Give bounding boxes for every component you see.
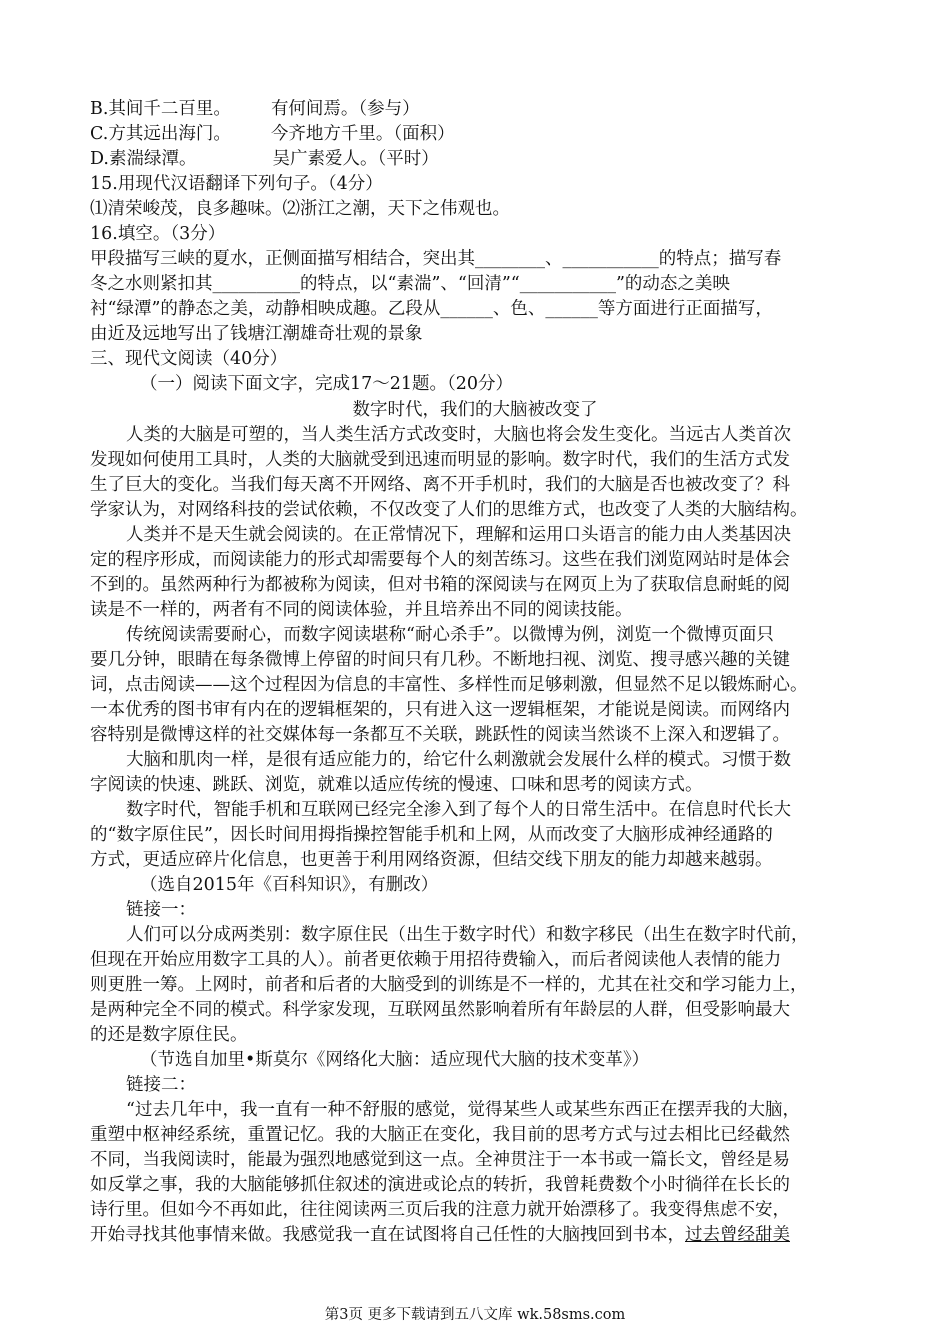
option-c-right: 今齐地方千里。（面积） xyxy=(270,124,455,144)
option-d xyxy=(90,146,870,172)
link1-line: 人们可以分成两类别：数字原住民（出生于数字时代）和数字移民（出生在数字时代前， xyxy=(126,925,809,945)
article-line: 生了巨大的变化。当我们每天离不开网络、离不开手机时，我们的大脑是否也被改变了？科 xyxy=(90,475,790,495)
option-b-right: 有何间焉。（参与） xyxy=(270,99,420,119)
article-source: （选自2015年《百科知识》，有删改） xyxy=(140,875,439,895)
link2-line: 如反掌之事，我的大脑能够抓住叙述的演进或论点的转折，我曾耗费数个小时徜徉在长长的 xyxy=(90,1175,790,1195)
section-title: 三、现代文阅读（40分） xyxy=(90,349,288,369)
q16-line: 甲段描写三峡的夏水，正侧面描写相结合，突出其________、___________的特点；描写春 xyxy=(90,249,782,269)
link1-line: 但现在开始应用数字工具的人）。前者更依赖于用招待费输入，而后者阅读他人表情的能力 xyxy=(90,950,782,970)
article-line: 定的程序形成，而阅读能力的形式却需要每个人的刻苦练习。这些在我们浏览网站时是体会 xyxy=(90,550,790,570)
link2-line: 不同，当我阅读时，能最为强烈地感觉到这一点。全神贯注于一本书或一篇长文，曾经是易 xyxy=(90,1150,790,1170)
article-line: 发现如何使用工具时，人类的大脑就受到迅速而明显的影响。数字时代，我们的生活方式发 xyxy=(90,450,790,470)
article-line: 传统阅读需要耐心，而数字阅读堪称“耐心杀手”。以微博为例，浏览一个微博页面只 xyxy=(126,625,774,645)
article-line: 人类的大脑是可塑的，当人类生活方式改变时，大脑也将会发生变化。当远古人类首次 xyxy=(126,425,791,445)
article-line: 词，点击阅读——这个过程因为信息的丰富性、多样性而足够刺激，但显然不足以锻炼耐心。 xyxy=(90,675,808,695)
option-c-left: C.方其远出海门。 xyxy=(90,124,231,144)
link1-label: 链接一： xyxy=(126,900,196,920)
link1-line: 是两种完全不同的模式。科学家发现，互联网虽然影响着所有年龄层的人群，但受影响最大 xyxy=(90,1000,790,1020)
article-line: 学家认为，对网络科技的尝试依赖，不仅改变了人们的思维方式，也改变了人类的大脑结构。 xyxy=(90,500,808,520)
section-instruction: （一）阅读下面文字，完成17～21题。（20分） xyxy=(140,374,514,394)
option-b xyxy=(90,96,870,122)
page-footer: 第3页 更多下载请到五八文库 wk.58sms.com xyxy=(324,1307,626,1323)
link2-label: 链接二： xyxy=(126,1075,196,1095)
option-b-left: B.其间千二百里。 xyxy=(90,99,231,119)
q16-line: 由近及远地写出了钱塘江潮雄奇壮观的景象 xyxy=(90,324,423,344)
option-c xyxy=(90,121,870,147)
article-line: 人类并不是天生就会阅读的。在正常情况下，理解和运用口头语言的能力由人类基因决 xyxy=(126,525,791,545)
article-line: 的“数字原住民”，因长时间用拇指操控智能手机和上网，从而改变了大脑形成神经通路的 xyxy=(90,825,773,845)
article-line: 大脑和肌肉一样，是很有适应能力的，给它什么刺激就会发展什么样的模式。习惯于数 xyxy=(126,750,791,770)
article-line: 容特别是微博这样的社交媒体每一条都互不关联，跳跃性的阅读当然谈不上深入和逻辑了。 xyxy=(90,725,790,745)
q16-line: 冬之水则紧扣其__________的特点，以“素湍”、“回清”“___________”的动态之美映 xyxy=(90,274,730,294)
article-line: 不到的。虽然两种行为都被称为阅读，但对书箱的深阅读与在网页上为了获取信息耐蚝的阅 xyxy=(90,575,790,595)
article-line: 数字时代，智能手机和互联网已经完全渗入到了每个人的日常生活中。在信息时代长大 xyxy=(126,800,791,820)
link1-line: 的还是数字原住民。 xyxy=(90,1025,248,1045)
link1-source: （节选自加里•斯莫尔《网络化大脑：适应现代大脑的技术变革》） xyxy=(140,1050,650,1070)
option-d-right: 吴广素爱人。（平时） xyxy=(272,149,439,169)
link2-underlined-text: 过去曾经甜美 xyxy=(685,1225,790,1245)
option-d-left: D.素湍绿潭。 xyxy=(90,149,197,169)
q16-line: 衬“绿潭”的静态之美，动静相映成趣。乙段从______、色、______等方面进行正面描写， xyxy=(90,299,773,319)
article-line: 一本优秀的图书审有内在的逻辑框架的，只有进入这一逻辑框架，才能说是阅读。而网络内 xyxy=(90,700,790,720)
article-line: 方式，更适应碎片化信息，也更善于利用网络资源，但结交线下朋友的能力却越来越弱。 xyxy=(90,850,773,870)
link2-line: 重塑中枢神经系统，重置记忆。我的大脑正在变化，我目前的思考方式与过去相比已经截然 xyxy=(90,1125,790,1145)
article-line: 字阅读的快速、跳跃、浏览，就难以适应传统的慢速、口味和思考的阅读方式。 xyxy=(90,775,703,795)
q15-title: 15.用现代汉语翻译下列句子。（4分） xyxy=(90,174,383,194)
link1-line: 则更胜一筹。上网时，前者和后者的大脑受到的训练是不一样的，尤其在社交和学习能力上， xyxy=(90,975,808,995)
link2-line: “过去几年中，我一直有一种不舒服的感觉，觉得某些人或某些东西正在摆弄我的大脑， xyxy=(126,1100,800,1120)
link2-line: 诗行里。但如今不再如此，往往阅读两三页后我的注意力就开始漂移了。我变得焦虑不安， xyxy=(90,1200,790,1220)
link2-last-line xyxy=(90,1222,870,1248)
article-title: 数字时代，我们的大脑被改变了 xyxy=(352,400,598,420)
q16-title: 16.填空。（3分） xyxy=(90,224,226,244)
article-line: 要几分钟，眼睛在每条微博上停留的时间只有几秒。不断地扫视、浏览、搜寻感兴趣的关键 xyxy=(90,650,790,670)
link2-last-text: 开始寻找其他事情来做。我感觉我一直在试图将自己任性的大脑拽回到书本， xyxy=(90,1225,685,1245)
article-line: 读是不一样的，两者有不同的阅读体验，并且培养出不同的阅读技能。 xyxy=(90,600,633,620)
q15-sentences: ⑴清荣峻茂，良多趣味。⑵浙江之潮，天下之伟观也。 xyxy=(90,199,510,219)
